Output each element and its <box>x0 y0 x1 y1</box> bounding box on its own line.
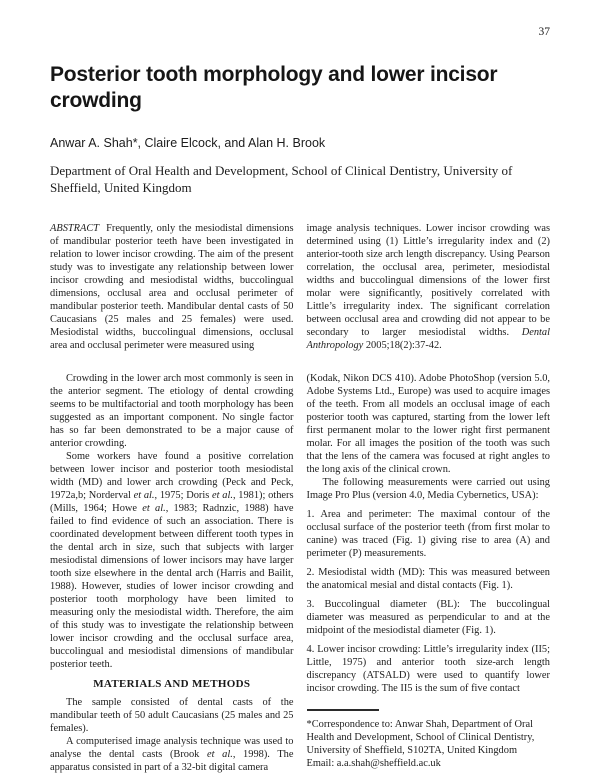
abstract-section <box>50 222 550 352</box>
materials-methods-heading: MATERIALS AND METHODS <box>93 678 251 690</box>
body-paragraph: A computerised image analysis technique was used to analyse the dental casts (Brook et al., 1998). The apparatus consisted in part of a 32-bit digital camera <box>50 736 294 773</box>
article-title: Posterior tooth morphology and lower incisor crowding <box>50 63 498 112</box>
method-list-item-3: 3. Buccolingual diameter (BL): The buccolingual diameter was measured as perpendicular to and at the midpoint of the mesiodistal diameter (Fig. 1). <box>306 599 550 636</box>
citation-detail: 2005;18(2):37-42. <box>363 340 442 351</box>
authors-line: Anwar A. Shah*, Claire Elcock, and Alan H. Brook <box>50 136 326 150</box>
method-list-item-4: 4. Lower incisor crowding: Little’s irregularity index (II5; Little, 1975) and anterior tooth size-arch length discrepancy (ATSALD) were used to quantify lower incisor crowding. The II5 is the sum of five contact <box>306 644 550 694</box>
abstract-label: ABSTRACT <box>50 223 100 234</box>
abstract-column-right <box>307 222 551 352</box>
body-column-right <box>307 372 551 774</box>
correspondence-email: Email: a.a.shah@sheffield.ac.uk <box>306 758 441 769</box>
abstract-text-left: Frequently, only the mesiodistal dimensions of mandibular posterior teeth have been investigated in relation to lower incisor crowding. The aim of the present study was to investigate any relationship between lower incisor crowding and mesiodistal widths, buccolingual dimensions, occlusal area and occlusal perimeter of mandibular posterior teeth. Mandibular dental casts of 50 Caucasians (25 males and 25 females) were used. Mesiodistal widths, buccolingual dimensions, occlusal area and occlusal perimeter were measured using <box>50 223 294 351</box>
citation-journal-name: Dental Anthropology <box>306 327 550 351</box>
body-paragraph: The following measurements were carried out using Image Pro Plus (version 4.0, Media Cybernetics, USA): <box>306 477 550 501</box>
affiliation-line: Department of Oral Health and Development, School of Clinical Dentistry, University of Sheffield, United Kingdom <box>50 163 513 195</box>
body-column-left <box>50 372 294 774</box>
body-paragraph: The sample consisted of dental casts of the mandibular teeth of 50 adult Caucasians (25 males and 25 females). <box>50 697 294 734</box>
body-paragraph: (Kodak, Nikon DCS 410). Adobe PhotoShop (version 5.0, Adobe Systems Ltd., Europe) was used to acquire images of the teeth. From all models an occlusal image of each posterior tooth was captured, starting from the lower left first permanent molar to the lower right first permanent molar. For all images the position of the tooth was such that the lens of the camera was focused at right angles to the long axis of the clinical crown. <box>306 373 550 475</box>
body-paragraph: Some workers have found a positive correlation between lower incisor and posterior tooth mesiodistal width (MD) and lower arch crowding (Peck and Peck, 1972a,b; Norderval et al., 1975; Doris et al., 1981); others (Mills, 1964; Howe et al., 1983; Radnzic, 1988) have failed to find evidence of such an association. There is coordinated development between different tooth types in the dental arch in size, such that subjects with larger mesiodistal dimensions of lower incisors may have larger tooth size elsewhere in the dental arch (Harris and Bailit, 1988). However, studies of lower incisor crowding and posterior tooth morphology have been limited to measuring only the mesiodistal width. Therefore, the aim of this study was to investigate the relationship between lower incisor crowding and the occlusal surface area, buccolingual and mesiodistal dimensions of mandibular posterior teeth. <box>50 451 294 670</box>
footnote-separator <box>307 709 379 711</box>
correspondence-text: *Correspondence to: Anwar Shah, Department of Oral Health and Development, School of Clinical Dentistry, University of Sheffield, S102TA, United Kingdom <box>306 719 535 756</box>
method-list-item-2: 2. Mesiodistal width (MD): This was measured between the anatomical mesial and distal contacts (Fig. 1). <box>306 567 550 591</box>
abstract-column-left <box>50 222 294 352</box>
correspondence-footnote <box>307 709 551 770</box>
body-section <box>50 372 550 774</box>
abstract-text-right: image analysis techniques. Lower incisor crowding was determined using (1) Little’s irregularity index and (2) anterior-tooth size arch length discrepancy. Using Pearson correlation, the occlusal area, perimeter, mesiodistal widths and buccolingual dimensions of the lower first molar were significantly, positively correlated with Little’s irregularity index. The significant correlation between occlusal area and crowding did not appear to be secondary to larger mesiodistal widths. <box>306 223 550 338</box>
body-paragraph: Crowding in the lower arch most commonly is seen in the anterior segment. The etiology of dental crowding seems to be multifactorial and tooth morphology has been suggested as an important component. No single factor has so far been demonstrated to be a major cause of anterior crowding. <box>50 373 294 449</box>
method-list-item-1: 1. Area and perimeter: The maximal contour of the occlusal surface of the posterior teeth (from first molar to canine) was traced (Fig. 1) giving rise to area (A) and perimeter (P) measurements. <box>306 509 550 559</box>
page-number: 37 <box>538 26 550 38</box>
